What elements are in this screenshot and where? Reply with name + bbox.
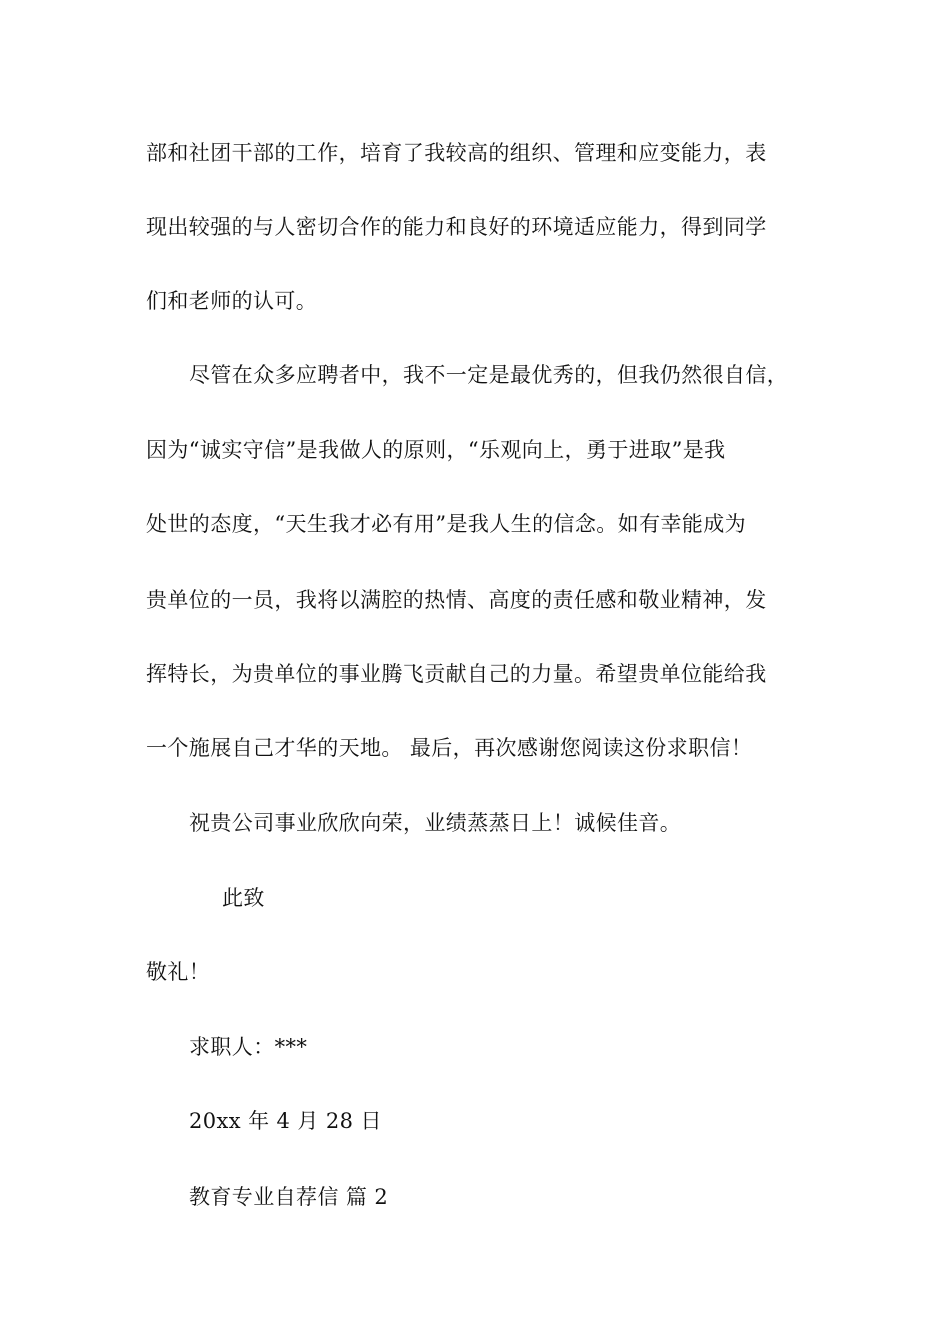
body-text-line: 处世的态度，“天生我才必有用”是我人生的信念。如有幸能成为 — [146, 512, 747, 536]
body-text-line: 贵单位的一员，我将以满腔的热情、高度的责任感和敬业精神，发 — [146, 588, 767, 612]
applicant-signature: 求职人：*** — [189, 1035, 308, 1059]
salutation-closing: 此致 — [222, 886, 265, 910]
regards: 敬礼！ — [146, 960, 211, 984]
body-text-line: 挥特长，为贵单位的事业腾飞贡献自己的力量。希望贵单位能给我 — [146, 662, 767, 686]
body-text-line: 部和社团干部的工作，培育了我较高的组织、管理和应变能力，表 — [146, 141, 767, 165]
closing-wish: 祝贵公司事业欣欣向荣，业绩蒸蒸日上！诚候佳音。 — [189, 811, 682, 835]
letter-date: 20xx 年 4 月 28 日 — [189, 1109, 382, 1133]
body-text-line: 因为“诚实守信”是我做人的原则，“乐观向上，勇于进取”是我 — [146, 438, 726, 462]
body-text-line: 一个施展自己才华的天地。 最后，再次感谢您阅读这份求职信！ — [146, 736, 753, 760]
section-title: 教育专业自荐信 篇 2 — [189, 1185, 389, 1209]
body-text-line: 尽管在众多应聘者中，我不一定是最优秀的，但我仍然很自信， — [189, 363, 789, 387]
body-text-line: 现出较强的与人密切合作的能力和良好的环境适应能力，得到同学 — [146, 215, 767, 239]
body-text-line: 们和老师的认可。 — [146, 289, 318, 313]
